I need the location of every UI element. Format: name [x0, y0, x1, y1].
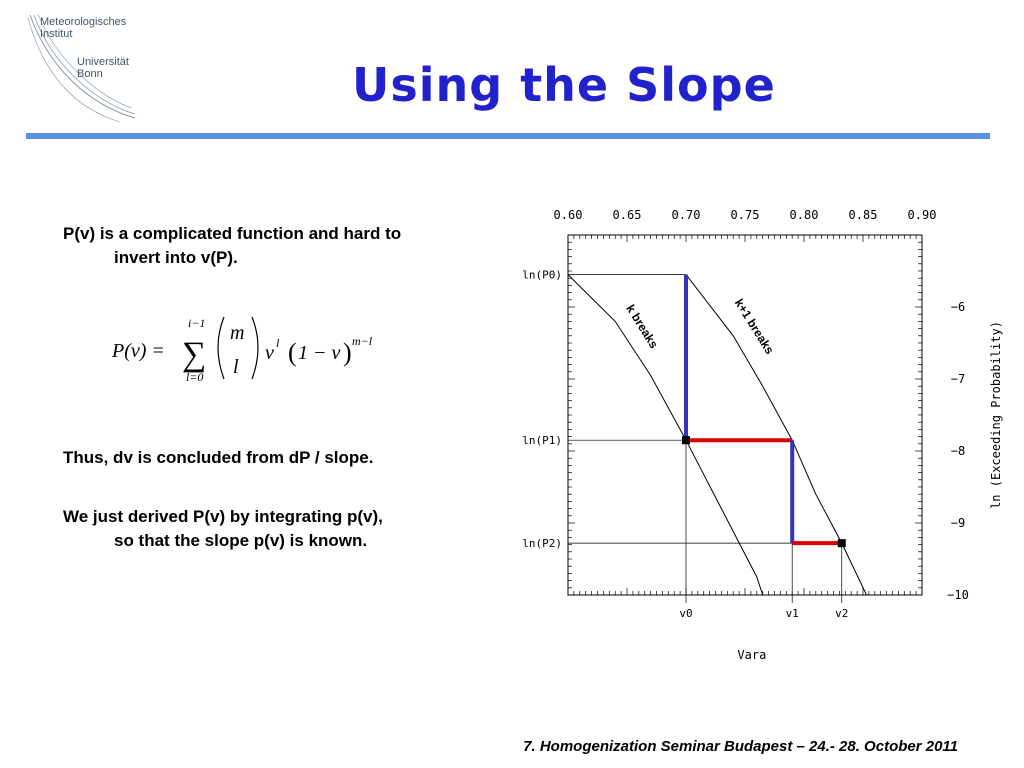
x-marker-label: v0	[679, 607, 693, 620]
logo-line-2: Institut	[40, 28, 73, 40]
data-point	[682, 436, 690, 444]
y-marker-label: ln(P0)	[522, 268, 562, 282]
probability-formula	[112, 313, 392, 385]
x-tick-label: 0.90	[907, 208, 937, 222]
paragraph-slope	[63, 446, 373, 470]
sum-symbol-icon: ∑	[182, 336, 207, 373]
title-divider	[26, 133, 990, 139]
x-tick-label: 0.80	[789, 208, 819, 222]
binom-right-paren-icon	[252, 317, 258, 379]
slope-chart	[510, 195, 1010, 675]
slide-title: Using the Slope	[352, 58, 776, 112]
formula-paren-content: 1 − v	[298, 342, 341, 364]
y-tick-label: −6	[950, 300, 966, 314]
series-label-k-breaks: k breaks	[623, 302, 662, 351]
y-tick-label: −9	[950, 516, 966, 530]
plot-frame	[568, 235, 922, 595]
binom-left-paren-icon	[218, 317, 224, 379]
x-tick-label: 0.60	[553, 208, 583, 222]
paren-close-icon: )	[343, 338, 352, 367]
x-marker-label: v1	[785, 607, 799, 620]
formula-lhs: P(v) =	[112, 340, 165, 362]
x-tick-label: 0.85	[848, 208, 878, 222]
paragraph-derivation-line-2: so that the slope p(v) is known.	[114, 531, 368, 550]
paragraph-function-line-2: invert into v(P).	[114, 248, 238, 267]
x-tick-label: 0.75	[730, 208, 760, 222]
paragraph-derivation	[63, 505, 383, 553]
series-line-k-breaks	[568, 275, 763, 595]
formula-binom-bottom: l	[233, 356, 239, 378]
formula-binom-top: m	[230, 322, 245, 344]
university-logo	[20, 10, 150, 125]
y-tick-label: −8	[950, 444, 966, 458]
formula-sum-upper: i−1	[188, 316, 206, 330]
paragraph-function-line-1: P(v) is a complicated function and hard to	[63, 224, 402, 243]
formula-exp-l: l	[276, 336, 280, 350]
data-point	[838, 539, 846, 547]
x-tick-label: 0.70	[671, 208, 701, 222]
logo-line-3: Universität	[77, 56, 129, 68]
footer-text: 7. Homogenization Seminar Budapest – 24.- 28. October 2011	[523, 738, 958, 755]
formula-exp-ml: m−l	[352, 334, 373, 348]
formula-sum-lower: l=0	[186, 370, 204, 384]
logo-line-4: Bonn	[77, 68, 103, 80]
y-tick-label: −10	[947, 588, 969, 602]
x-axis-label: Vara	[737, 648, 767, 662]
y-marker-label: ln(P2)	[522, 537, 562, 551]
y-tick-label: −7	[950, 372, 966, 386]
paragraph-function	[63, 222, 401, 270]
paren-open-icon: (	[288, 338, 297, 367]
x-marker-label: v2	[835, 607, 849, 620]
formula-term-v: v	[265, 342, 274, 364]
y-axis-label: ln (Exceeding Probability)	[989, 321, 1003, 509]
logo-line-1: Meteorologisches	[40, 16, 127, 28]
y-marker-label: ln(P1)	[522, 434, 562, 448]
paragraph-derivation-line-1: We just derived P(v) by integrating p(v),	[63, 507, 383, 526]
series-label-k-plus-1-breaks: k+1 breaks	[731, 296, 777, 357]
paragraph-slope-text: Thus, dv is concluded from dP / slope.	[63, 448, 374, 467]
x-tick-label: 0.65	[612, 208, 642, 222]
